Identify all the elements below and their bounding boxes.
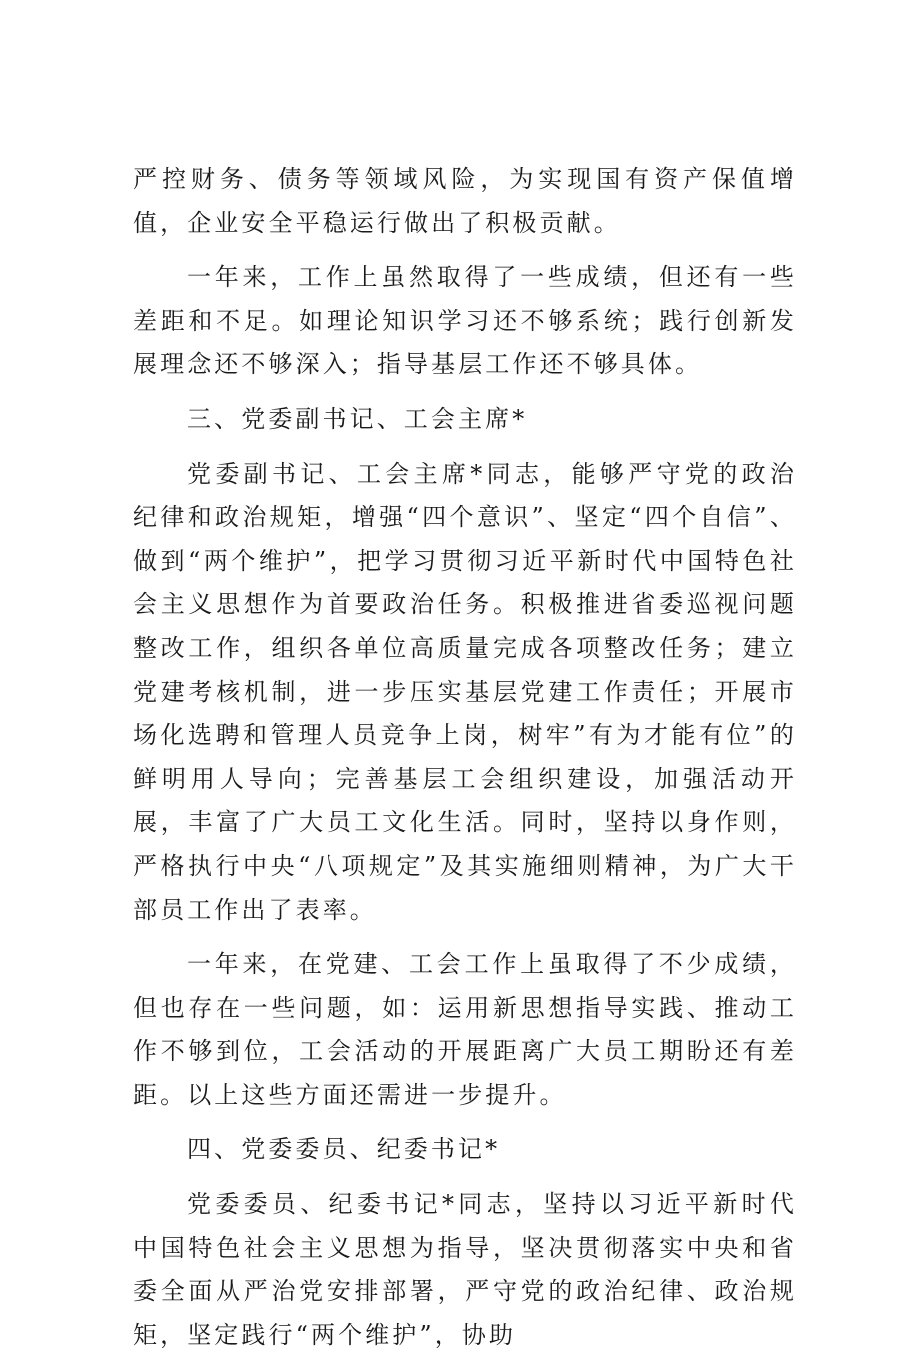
paragraph-gap: [133, 442, 797, 453]
paragraph-gap: [133, 1117, 797, 1128]
paragraph-discipline-secretary: 党委委员、纪委书记*同志，坚持以习近平新时代中国特色社会主义思想为指导，坚决贯彻落实中央和省委全面从严治党安排部署，严守党的政治纪律、政治规矩，坚定践行“两个维护”，协助: [133, 1190, 797, 1349]
paragraph-shortcomings-1: 一年来，工作上虽然取得了一些成绩，但还有一些差距和不足。如理论知识学习还不够系统；践行创新发展理念还不够深入；指导基层工作还不够具体。: [133, 263, 797, 379]
paragraph-gap: [133, 932, 797, 943]
paragraph-shortcomings-2: 一年来，在党建、工会工作上虽取得了不少成绩，但也存在一些问题，如：运用新思想指导实践、推动工作不够到位，工会活动的开展距离广大员工期盼还有差距。以上这些方面还需进一步提升。: [133, 950, 797, 1109]
paragraph-gap: [133, 1172, 797, 1183]
paragraph-deputy-secretary: 党委副书记、工会主席*同志，能够严守党的政治纪律和政治规矩，增强“四个意识”、坚定“四个自信”、做到“两个维护”，把学习贯彻习近平新时代中国特色社会主义思想作为首要政治任务。积极推进省委巡视问题整改工作，组织各单位高质量完成各项整改任务；建立党建考核机制，进一步压实基层党建工作责任；开展市场化选聘和管理人员竞争上岗，树牢”有为才能有位”的鲜明用人导向；完善基层工会组织建设，加强活动开展，丰富了广大员工文化生活。同时，坚持以身作则，严格执行中央“八项规定”及其实施细则精神，为广大干部员工作出了表率。: [133, 459, 797, 924]
section-heading-4: 四、党委委员、纪委书记*: [187, 1135, 501, 1164]
paragraph-gap: [133, 245, 797, 256]
section-heading-3: 三、党委副书记、工会主席*: [187, 404, 528, 433]
paragraph-continuation: 严控财务、债务等领域风险，为实现国有资产保值增值，企业安全平稳运行做出了积极贡献。: [133, 165, 797, 237]
document-body: [133, 158, 797, 1357]
paragraph-gap: [133, 387, 797, 398]
